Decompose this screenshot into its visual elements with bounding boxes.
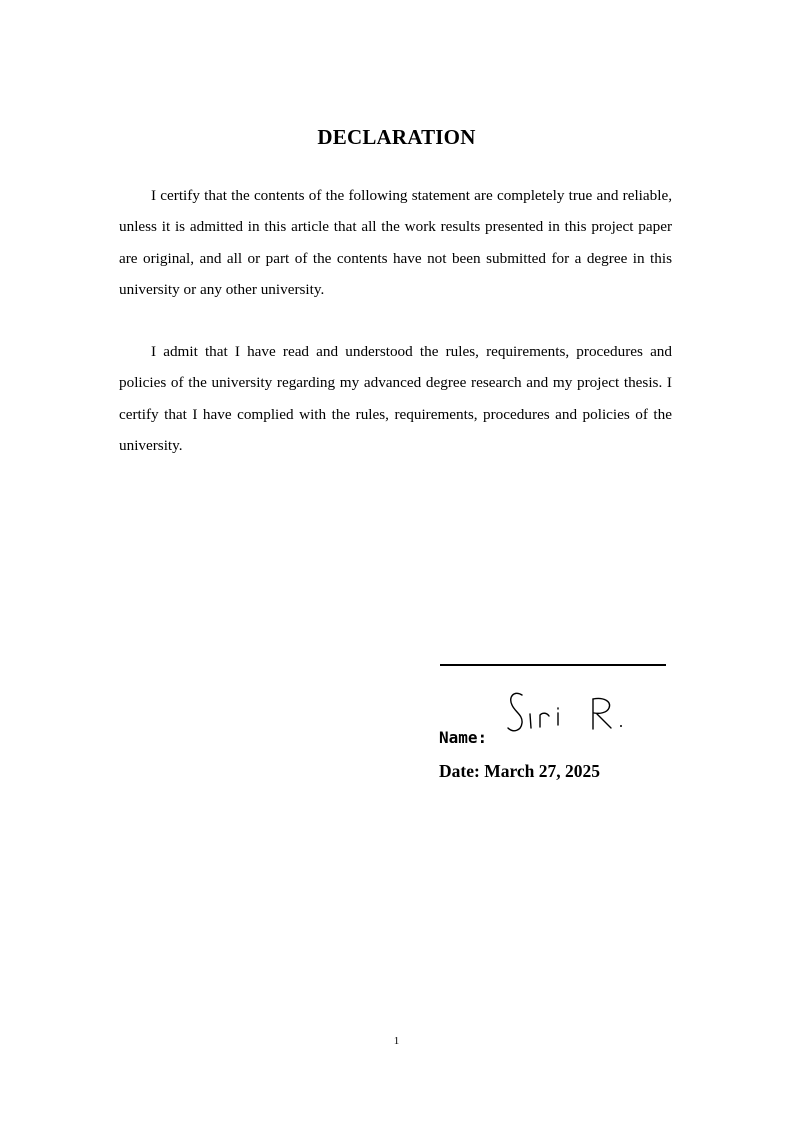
date-value: March 27, 2025 <box>484 761 601 781</box>
signature-line <box>440 664 666 666</box>
page-title: DECLARATION <box>317 125 476 149</box>
declaration-paragraph-1: I certify that the contents of the following statement are completely true and reliable, unless it is admitted in this article that all the work results presented in this project paper are original, and all or part of the contents have not been submitted for a degree in this university or any other university. <box>119 187 672 298</box>
page-number: 1 <box>393 1035 400 1047</box>
date-line <box>439 761 600 782</box>
declaration-paragraph-2: I admit that I have read and understood the rules, requirements, procedures and policies of the university regarding my advanced degree research and my project thesis. I certify that I have complied with the rules, requirements, procedures and policies of the university. <box>119 343 672 454</box>
handwritten-signature <box>505 688 627 738</box>
name-label: Name: <box>439 728 488 747</box>
date-label: Date: <box>439 761 480 781</box>
